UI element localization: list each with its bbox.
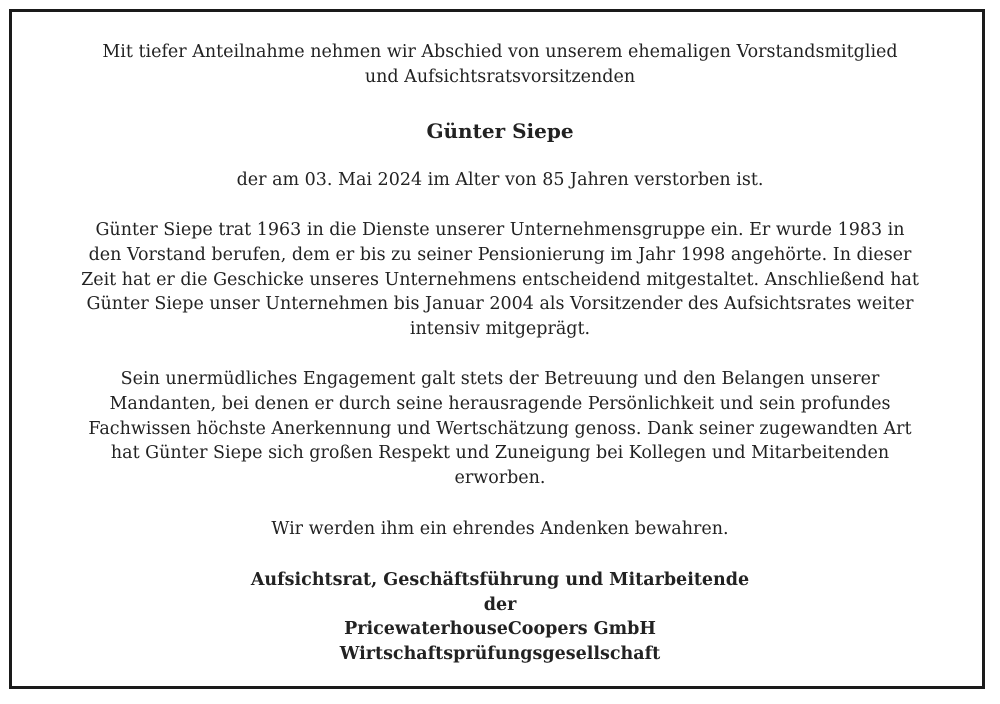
signature-line: Wirtschaftsprüfungsgesellschaft — [339, 643, 661, 664]
tribute-paragraph — [40, 367, 960, 490]
death-date-line: der am 03. Mai 2024 im Alter von 85 Jahren verstorben ist. — [236, 169, 764, 190]
intro-paragraph — [40, 40, 960, 89]
tribute-line: Mandanten, bei denen er durch seine herausragende Persönlichkeit und sein profundes — [109, 393, 891, 414]
biography-line: intensiv mitgeprägt. — [409, 318, 591, 339]
biography-line: Günter Siepe unser Unternehmen bis Januar 2004 als Vorsitzender des Aufsichtsrates weiter — [86, 294, 914, 315]
signature-block — [40, 568, 960, 666]
biography-line: Günter Siepe trat 1963 in die Dienste unserer Unternehmensgruppe ein. Er wurde 1983 in — [95, 220, 905, 241]
signature-company: PricewaterhouseCoopers GmbH — [344, 619, 656, 640]
tribute-line: erworben. — [454, 467, 546, 488]
tribute-line: hat Günter Siepe sich großen Respekt und Zuneigung bei Kollegen und Mitarbeitenden — [110, 443, 890, 464]
obituary-notice — [40, 40, 960, 666]
signature-line: Aufsichtsrat, Geschäftsführung und Mitarbeitende — [250, 569, 750, 590]
biography-line: den Vorstand berufen, dem er bis zu seiner Pensionierung im Jahr 1998 angehörte. In dieser — [88, 244, 912, 265]
tribute-line: Fachwissen höchste Anerkennung und Wertschätzung genoss. Dank seiner zugewandten Art — [88, 418, 912, 439]
deceased-name: Günter Siepe — [426, 119, 574, 144]
intro-line: und Aufsichtsratsvorsitzenden — [364, 66, 636, 87]
intro-line: Mit tiefer Anteilnahme nehmen wir Abschied von unserem ehemaligen Vorstandsmitglied — [102, 42, 898, 62]
remembrance-line: Wir werden ihm ein ehrendes Andenken bewahren. — [271, 519, 729, 540]
tribute-line: Sein unermüdliches Engagement galt stets der Betreuung und den Belangen unserer — [120, 369, 880, 390]
biography-line: Zeit hat er die Geschicke unseres Unternehmens entscheidend mitgestaltet. Anschließend hat — [81, 269, 919, 290]
biography-paragraph — [40, 218, 960, 341]
signature-line: der — [483, 594, 517, 615]
